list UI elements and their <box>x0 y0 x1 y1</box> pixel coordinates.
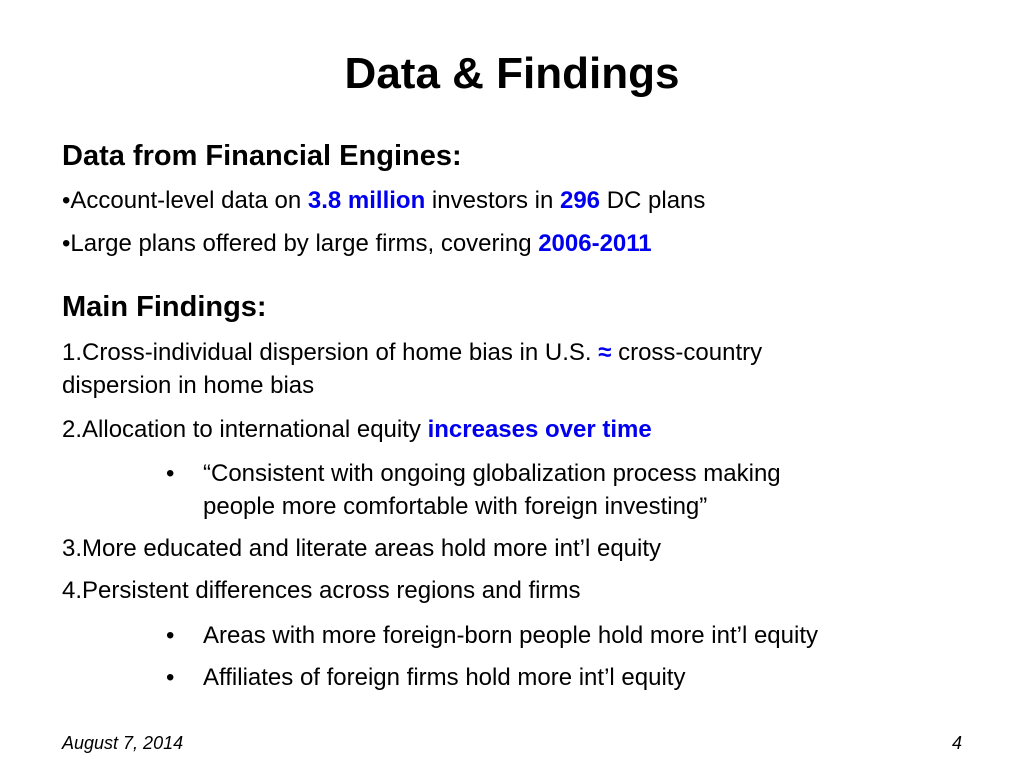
bullet-dot: • <box>166 622 175 649</box>
data-bullet-plans-prefix: •Large plans offered by large firms, covering <box>62 230 539 257</box>
finding-2-prefix: 2.Allocation to international equity <box>62 416 428 443</box>
finding-1-line-1 <box>62 337 762 369</box>
finding-3: 3.More educated and literate areas hold more int’l equity <box>62 535 662 562</box>
finding-2-subbullet-line-1: “Consistent with ongoing globalization process making <box>203 460 781 487</box>
slide-title: Data & Findings <box>344 49 680 98</box>
bullet-dot: • <box>166 460 175 487</box>
finding-1-prefix: 1.Cross-individual dispersion of home bias in U.S. <box>62 339 599 366</box>
finding-1-line-2: dispersion in home bias <box>62 372 315 399</box>
highlight-investor-count: 3.8 million <box>307 187 426 214</box>
data-bullet-investors <box>62 185 705 217</box>
highlight-approx-symbol: ≈ <box>598 339 612 366</box>
data-bullet-investors-suffix: DC plans <box>600 187 706 214</box>
data-bullet-plans <box>62 228 652 260</box>
finding-1-suffix: cross-country <box>611 339 763 366</box>
finding-4-subbullet-1-text: Areas with more foreign-born people hold more int’l equity <box>203 622 818 649</box>
finding-4-subbullet-2-text: Affiliates of foreign firms hold more int’l equity <box>203 664 686 691</box>
finding-4: 4.Persistent differences across regions and firms <box>62 577 581 604</box>
findings-heading: Main Findings: <box>62 291 267 323</box>
finding-2 <box>62 414 652 446</box>
footer-date: August 7, 2014 <box>62 733 184 753</box>
data-heading: Data from Financial Engines: <box>62 140 462 172</box>
highlight-year-range: 2006-2011 <box>538 230 652 257</box>
highlight-increases-over-time: increases over time <box>427 416 652 443</box>
highlight-plan-count: 296 <box>559 187 601 214</box>
finding-2-subbullet-line-2: people more comfortable with foreign investing” <box>203 493 708 520</box>
data-bullet-investors-mid: investors in <box>425 187 560 214</box>
page-number: 4 <box>951 733 962 753</box>
bullet-dot: • <box>166 664 175 691</box>
data-bullet-investors-prefix: •Account-level data on <box>62 187 308 214</box>
